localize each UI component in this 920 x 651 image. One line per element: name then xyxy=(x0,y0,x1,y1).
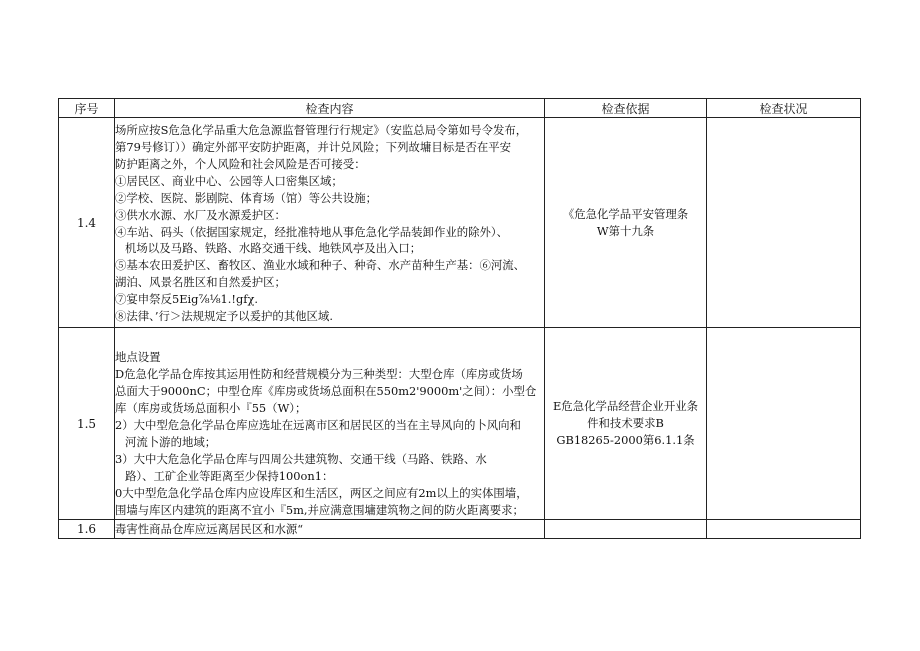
row-serial: 1.4 xyxy=(59,118,115,328)
basis-line: E危急化学品经营企业开业条 xyxy=(552,399,698,414)
content-line: ②学校、医院、影剧院、体育场（馆）等公共设施； xyxy=(115,190,377,205)
header-row xyxy=(59,99,861,118)
basis-line: 《危急化学品平安管理条 xyxy=(562,206,689,221)
content-line: 3）大中大危急化学品仓库与四周公共建筑物、交通干线（马路、铁路、水 xyxy=(115,451,487,466)
content-line: 库（库房或货场总面积小『55（W）； xyxy=(115,401,307,416)
row-status xyxy=(707,118,861,328)
header-status: 检查状况 xyxy=(707,99,861,118)
content-line: 路）、工矿企业等距离至少保持100on1： xyxy=(125,468,334,483)
content-line: 2）大中型危急化学品仓库应选址在远离市区和居民区的当在主导风向的卜风向和 xyxy=(115,418,521,433)
content-line: 场所应按S危急化学品重大危急源监督管理行行规定》（安监总局令第如号令发布， xyxy=(115,123,528,138)
row-content xyxy=(115,328,545,520)
content-line: 0大中型危急化学品仓库内应设库区和生活区，两区之间应有2m以上的实体围墙， xyxy=(115,485,528,500)
content-line: 地点设置 xyxy=(115,350,161,365)
content-line: 围墙与库区内建筑的距离不宜小『5m,并应满意围墉建筑物之间的防火距离要求； xyxy=(115,502,524,517)
header-serial: 序号 xyxy=(59,99,115,118)
content-line: 防护距离之外，个人风险和社会风险是否可接受： xyxy=(115,156,366,171)
row-basis xyxy=(545,328,707,520)
inspection-table xyxy=(58,98,861,539)
content-line: ⑦宴申祭反5Eig⅞⅛1.!gfχ. xyxy=(115,292,259,307)
content-line: ⑧法律、’行＞法规规定予以爰护的其他区域. xyxy=(115,309,333,324)
row-basis xyxy=(545,520,707,539)
row-content xyxy=(115,118,545,328)
basis-line: 件和技术要求B xyxy=(587,416,664,431)
row-status xyxy=(707,328,861,520)
row-serial: 1.5 xyxy=(59,328,115,520)
row-content xyxy=(115,520,545,539)
header-basis: 检查依据 xyxy=(545,99,707,118)
content-line: 机场以及马路、铁路、水路交通干线、地铁风亭及出入口； xyxy=(125,241,422,256)
content-line: 河流卜游的地域； xyxy=(125,435,217,449)
content-line xyxy=(115,332,544,349)
table-row xyxy=(59,118,861,328)
basis-line: GB18265-2000第6.1.1条 xyxy=(556,432,695,447)
content-line: 第79号修订））确定外部平安防护距离，并计兑风险；下列故墉目标是否在平安 xyxy=(115,139,512,154)
basis-line: W第十九条 xyxy=(596,223,655,238)
content-line: D危急化学品仓库按其运用性防和经营规模分为三种类型：大型仓库（库房或货场 xyxy=(115,367,523,382)
content-line: 湖泊、风景名胜区和自然爰护区； xyxy=(115,275,286,290)
row-basis xyxy=(545,118,707,328)
content-line: ③供水水源、水厂及水源爰护区： xyxy=(115,207,286,222)
content-line: 总面大于9000nC；中型仓库《库房或货场总面积在550m2'9000m'之间）：小型仓 xyxy=(115,384,537,399)
row-serial: 1.6 xyxy=(59,520,115,539)
table-row xyxy=(59,328,861,520)
table-row xyxy=(59,520,861,539)
header-content: 检查内容 xyxy=(115,99,545,118)
content-line: ⑤基本农田爰护区、畜牧区、渔业水域和种子、种奇、水产苗种生产基：⑥河流、 xyxy=(115,258,526,273)
content-line: ④车站、码头（依据国家规定，经批准特地从事危急化学品装卸作业的除外）、 xyxy=(115,224,508,239)
content-line: ①居民区、商业中心、公园等人口密集区域； xyxy=(115,173,343,188)
content-line: 毒害性商品仓库应远离居民区和水源“ xyxy=(115,521,304,536)
row-status xyxy=(707,520,861,539)
